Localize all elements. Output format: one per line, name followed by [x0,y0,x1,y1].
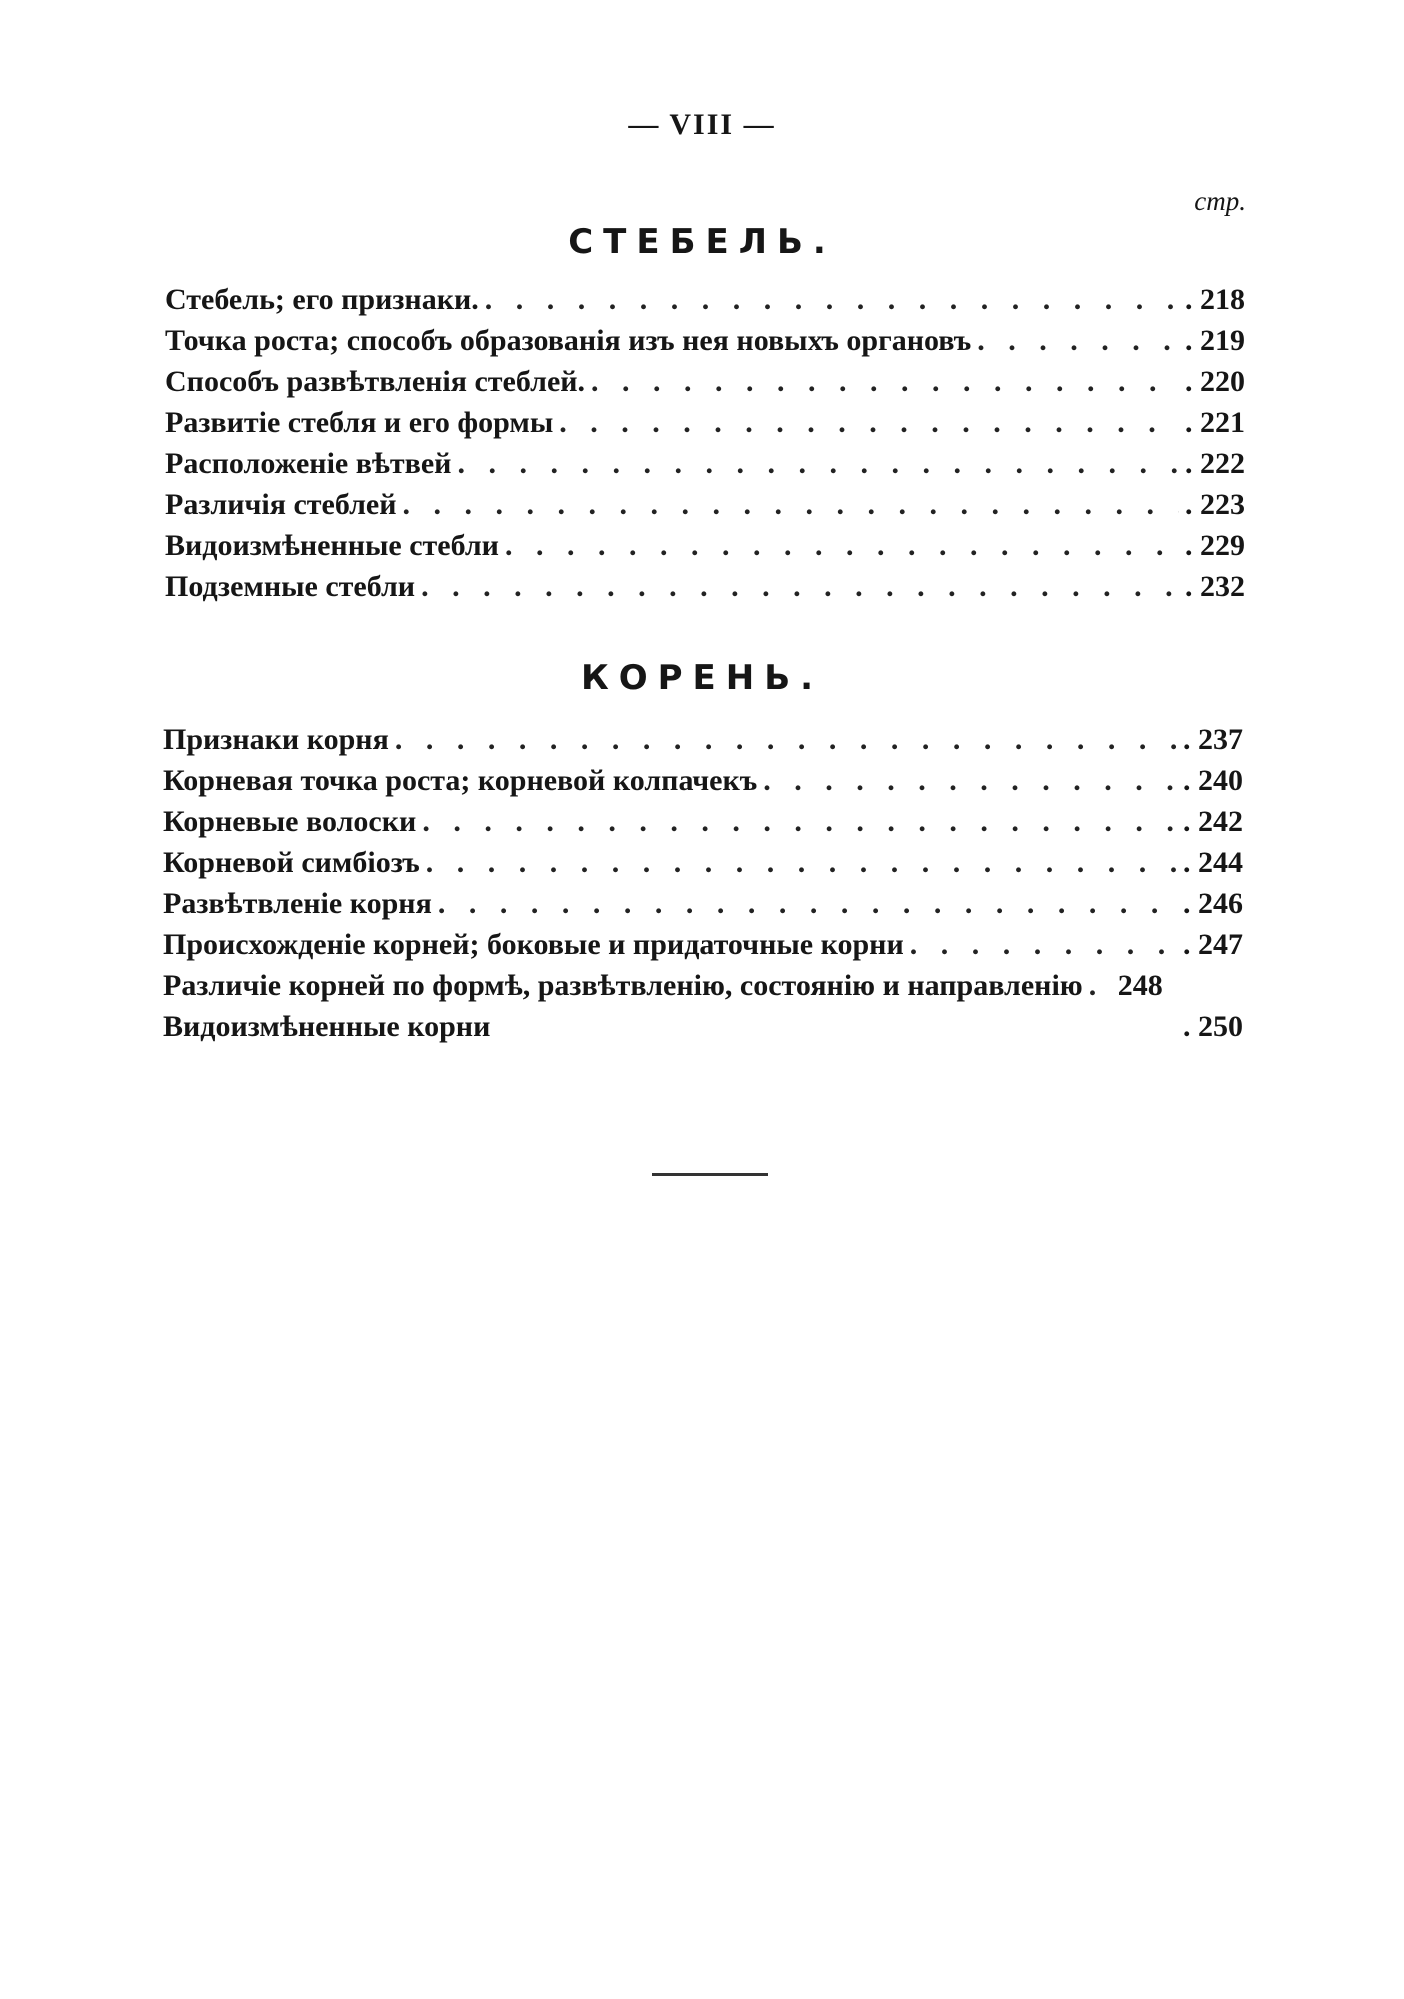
dot-leader [403,488,1179,522]
toc-entry-page: . 244 [1183,846,1243,879]
toc-entry-page: . 247 [1183,928,1243,961]
toc-entry-page: . 221 [1185,406,1245,439]
dot-leader [591,365,1179,399]
toc-entry-title: Корневая точка роста; корневой колпачекъ [163,764,758,797]
toc-entry [165,406,1245,447]
toc-entry-page: . 220 [1185,365,1245,398]
toc-entry-page: . 232 [1185,570,1245,603]
toc-entry-title: Точка роста; способъ образованія изъ нея новыхъ органовъ [165,324,972,357]
dot-leader [763,764,1177,798]
toc-entry-page: . 250 [1183,1010,1243,1043]
closing-rule [652,1173,768,1180]
toc-list-root [163,723,1243,1051]
toc-entry [165,447,1245,488]
toc-entry-page: . 242 [1183,805,1243,838]
toc-entry-title: Корневой симбіозъ [163,846,420,879]
toc-entry [165,488,1245,529]
toc-entry-title: Способъ развѣтвленія стеблей. [165,365,586,398]
dot-leader [426,846,1177,880]
toc-entry-title: Происхожденіе корней; боковые и придаточные корни [163,928,904,961]
section-heading-stem: СТЕБЕЛЬ. [568,222,836,262]
dot-leader [485,283,1179,317]
toc-entry-page: . 223 [1185,488,1245,521]
toc-entry-title: Видоизмѣненные корни [163,1010,491,1043]
toc-entry [163,764,1243,805]
dot-leader [457,447,1179,481]
toc-entry-page: . 218 [1185,283,1245,316]
toc-entry [163,887,1243,928]
toc-entry-page: . 246 [1183,887,1243,920]
dot-leader [421,570,1179,604]
dot-leader [505,529,1179,563]
toc-entry [163,805,1243,846]
toc-entry [163,846,1243,887]
dot-leader [422,805,1177,839]
toc-entry [165,570,1245,611]
toc-entry [165,283,1245,324]
toc-entry [163,969,1243,1010]
toc-entry-page: . 237 [1183,723,1243,756]
toc-entry-page: . 240 [1183,764,1243,797]
toc-entry-title: Видоизмѣненные стебли [165,529,499,562]
toc-entry-page: 248 [1117,969,1163,1002]
toc-entry-title: Различія стеблей [165,488,397,521]
page-column-label: стр. [1194,186,1246,216]
toc-entry-title: Расположеніе вѣтвей [165,447,452,480]
page-number: — VIII — [628,108,776,141]
toc-entry-title: Развитіе стебля и его формы [165,406,554,439]
toc-entry-title: Различіе корней по формѣ, развѣтвленію, состоянію и направленію [163,969,1083,1002]
toc-entry [163,723,1243,764]
toc-entry-title: Стебель; его признаки. [165,283,479,316]
toc-entry [165,324,1245,365]
toc-entry [163,928,1243,969]
dot-leader [1089,969,1097,1003]
toc-list-stem [165,283,1245,611]
toc-entry-title: Подземные стебли [165,570,416,603]
toc-entry-title: Корневые волоски [163,805,417,838]
toc-entry [163,1010,1243,1051]
toc-entry-page: . 229 [1185,529,1245,562]
toc-entry [165,529,1245,570]
toc-entry-title: Признаки корня [163,723,389,756]
dot-leader [977,324,1179,358]
section-heading-root: КОРЕНЬ. [580,658,824,698]
toc-entry-page: . 222 [1185,447,1245,480]
dot-leader [438,887,1177,921]
toc-entry-page: . 219 [1185,324,1245,357]
toc-entry [165,365,1245,406]
toc-entry-title: Развѣтвленіе корня [163,887,432,920]
dot-leader [910,928,1177,962]
dot-leader [559,406,1179,440]
dot-leader [395,723,1177,757]
